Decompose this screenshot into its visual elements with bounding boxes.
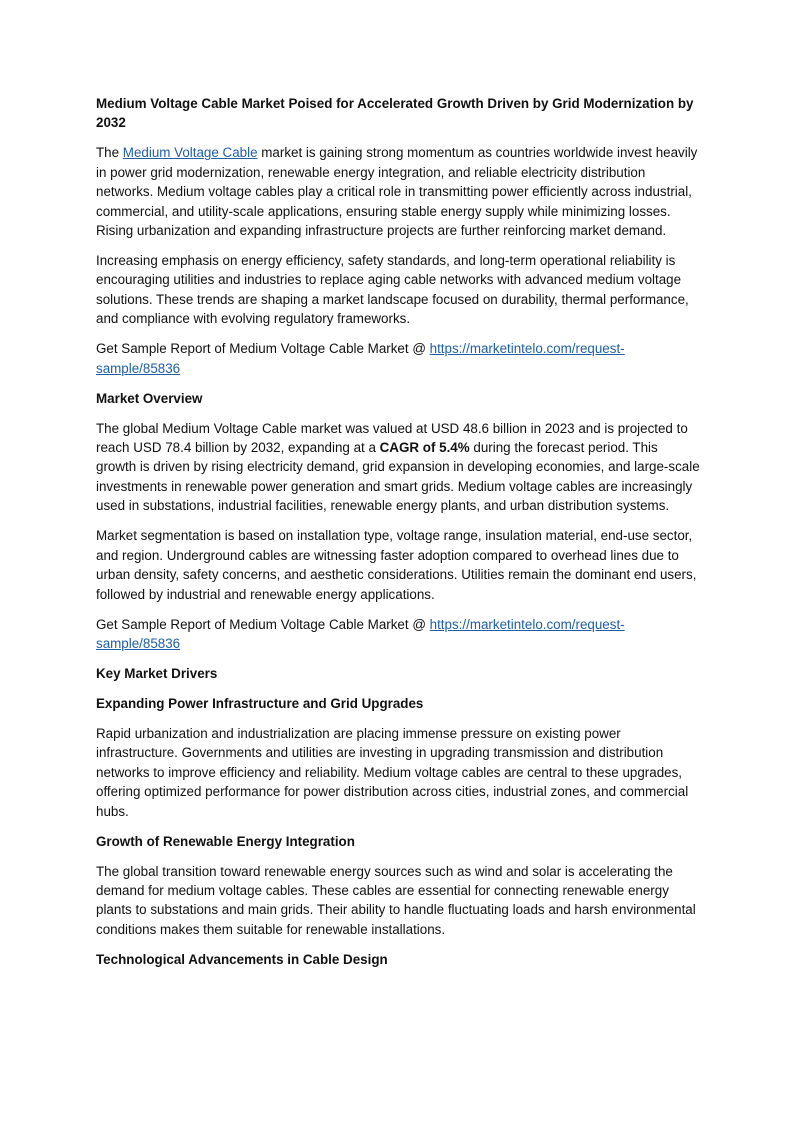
medium-voltage-cable-link[interactable]: Medium Voltage Cable bbox=[122, 145, 258, 161]
document-title: Medium Voltage Cable Market Poised for Accelerated Growth Driven by Grid Modernization by 2032 bbox=[96, 96, 694, 131]
sample-report-link-2[interactable]: https://marketintelo.com/request-sample/85836 bbox=[96, 616, 625, 651]
driver-1-text: Rapid urbanization and industrialization are placing immense pressure on existing power infrastructure. Governments and utilities are investing in upgrading transmission and distribution networks to improve efficiency and reliability. Medium voltage cables are central to these upgrades, offering optimized performance for power distribution across cities, industrial zones, and commercial hubs. bbox=[96, 725, 689, 819]
sample-report-line-2 bbox=[96, 615, 700, 654]
intro-text: market is gaining strong momentum as countries worldwide invest heavily in power grid modernization, renewable energy integration, and reliable electricity distribution networks. Medium voltage cables play a critical role in transmitting power efficiently across industrial, commercial, and utility-scale applications, ensuring stable energy supply while minimizing losses. Rising urbanization and expanding infrastructure projects are further reinforcing market demand. bbox=[96, 145, 698, 239]
driver-1-heading: Expanding Power Infrastructure and Grid Upgrades bbox=[96, 695, 424, 711]
driver-2-text: The global transition toward renewable energy sources such as wind and solar is accelerating the demand for medium voltage cables. These cables are essential for connecting renewable energy plants to substations and main grids. Their ability to handle fluctuating loads and harsh environmental conditions makes them suitable for renewable installations. bbox=[96, 863, 696, 937]
driver-2-heading: Growth of Renewable Energy Integration bbox=[96, 833, 355, 849]
cagr-highlight: CAGR of 5.4% bbox=[379, 440, 470, 456]
intro-paragraph bbox=[96, 143, 700, 240]
document-body bbox=[96, 94, 700, 980]
sample-report-prefix: Get Sample Report of Medium Voltage Cable Market @ bbox=[96, 616, 430, 632]
intro-prefix: The bbox=[96, 145, 123, 161]
overview-paragraph-1 bbox=[96, 419, 700, 516]
sample-report-prefix: Get Sample Report of Medium Voltage Cable Market @ bbox=[96, 341, 430, 357]
market-overview-heading: Market Overview bbox=[96, 390, 203, 406]
sample-report-line-1 bbox=[96, 339, 700, 378]
overview-text: during the forecast period. This growth is driven by rising electricity demand, grid expansion in developing economies, and large-scale investments in renewable power generation and smart grids. Medium voltage cables are increasingly used in substations, industrial facilities, renewable energy plants, and urban distribution systems. bbox=[96, 440, 700, 514]
overview-paragraph-2: Market segmentation is based on installation type, voltage range, insulation material, end-use sector, and region. Underground cables are witnessing faster adoption compared to overhead lines due to urban density, safety concerns, and aesthetic considerations. Utilities remain the dominant end users, followed by industrial and renewable energy applications. bbox=[96, 528, 697, 602]
driver-3-heading: Technological Advancements in Cable Design bbox=[96, 951, 388, 967]
key-drivers-heading: Key Market Drivers bbox=[96, 665, 218, 681]
overview-prefix: The global Medium Voltage Cable market was valued at USD 48.6 billion in 2023 and is projected to reach USD 78.4 billion by 2032, expanding at a bbox=[96, 420, 688, 456]
paragraph-efficiency: Increasing emphasis on energy efficiency, safety standards, and long-term operational reliability is encouraging utilities and industries to replace aging cable networks with advanced medium voltage solutions. These trends are shaping a market landscape focused on durability, thermal performance, and compliance with evolving regulatory frameworks. bbox=[96, 253, 689, 327]
sample-report-link-1[interactable]: https://marketintelo.com/request-sample/85836 bbox=[96, 341, 625, 376]
